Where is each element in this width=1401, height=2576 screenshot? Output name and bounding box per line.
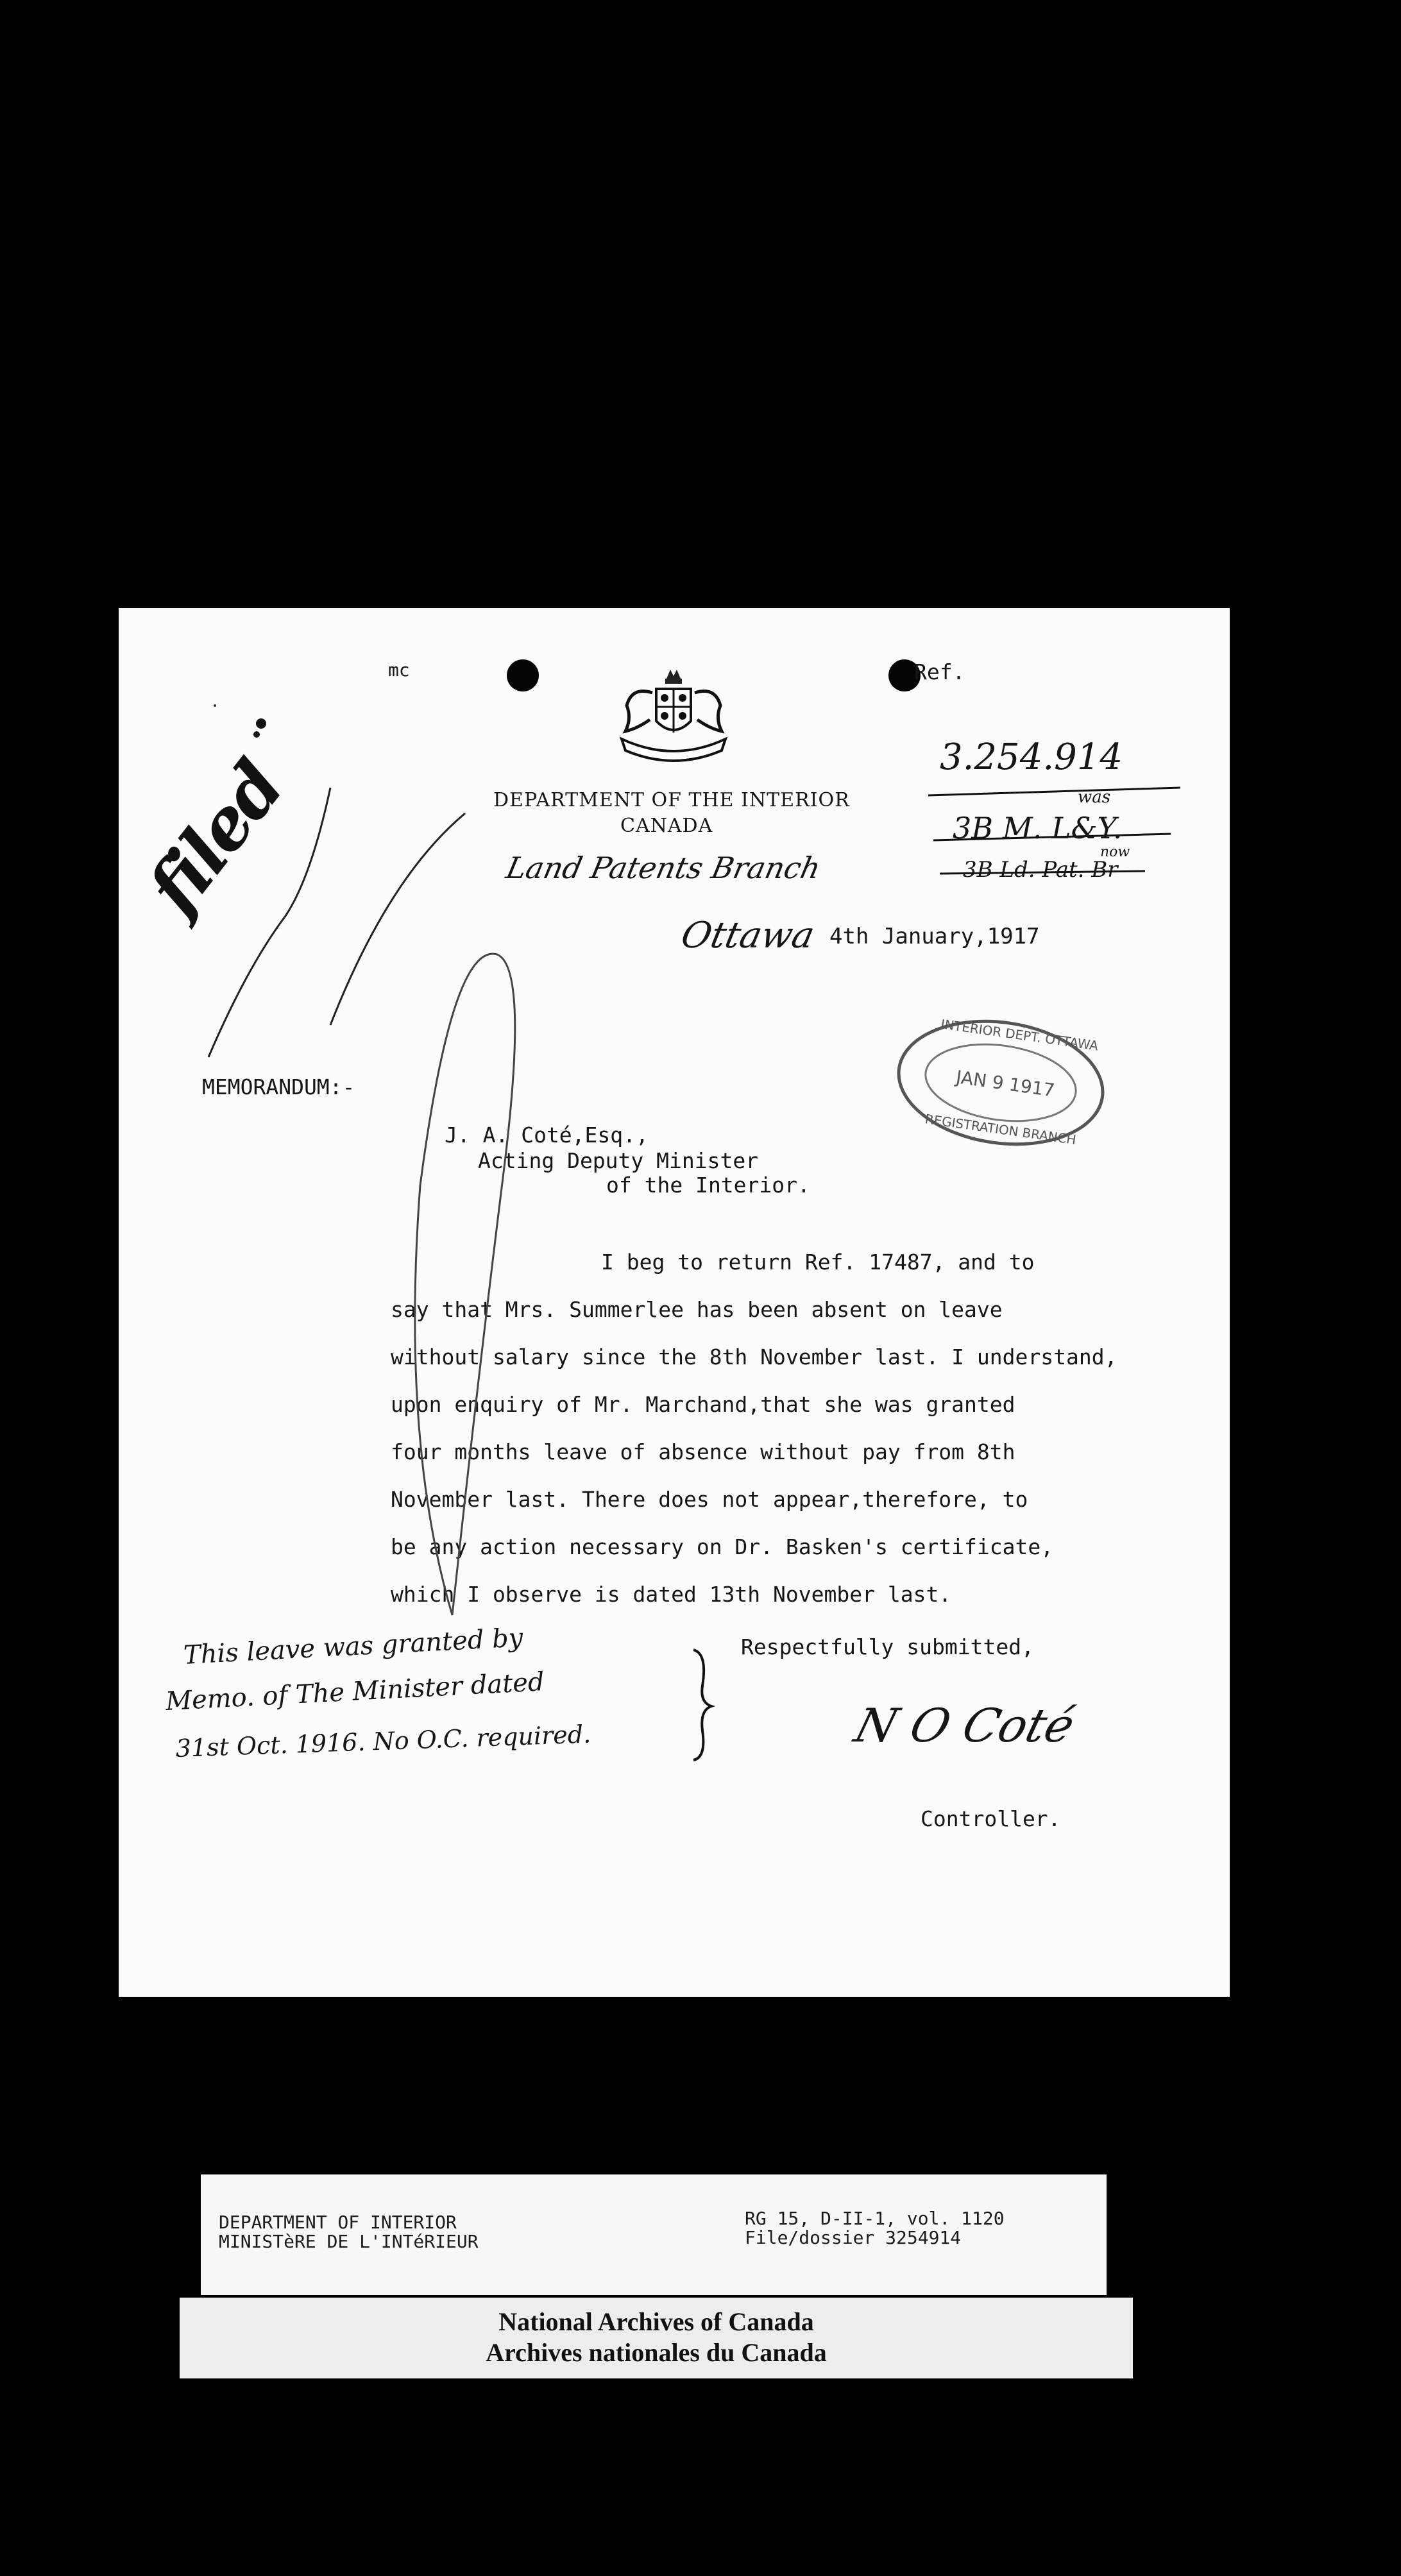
signer-title: Controller.: [921, 1806, 1061, 1831]
archives-name-fr: Archives nationales du Canada: [486, 2338, 827, 2367]
addressee-title-line1: Acting Deputy Minister: [478, 1148, 759, 1173]
stamp-bottom-text: REGISTRATION BRANCH: [924, 1111, 1078, 1148]
margin-scrawl: filed: [132, 747, 299, 929]
body-line: four months leave of absence without pay from 8th: [391, 1439, 1015, 1464]
national-archives-banner: [180, 2298, 1133, 2378]
archive-record-group: RG 15, D-II-1, vol. 1120: [745, 2208, 1005, 2229]
stamp-date: JAN 9 1917: [955, 1066, 1057, 1101]
body-line: which I observe is dated 13th November last.: [391, 1582, 952, 1607]
signature: N O Coté: [849, 1699, 1081, 1752]
body-line: upon enquiry of Mr. Marchand,that she was granted: [391, 1392, 1015, 1417]
now-label: now: [1100, 844, 1130, 860]
stamp-top-text: INTERIOR DEPT. OTTAWA: [940, 1016, 1100, 1054]
place-name: Ottawa: [677, 915, 819, 956]
memo-sheet: [119, 608, 1230, 1997]
ref-label: Ref.: [914, 659, 965, 684]
file-number-current: 3.254.914: [940, 736, 1123, 778]
addressee-name: J. A. Coté,Esq.,: [445, 1123, 649, 1148]
file-number-old: 3B M. L&Y.: [953, 811, 1123, 845]
initials: mc: [388, 659, 410, 681]
archive-dept-fr: MINISTèRE DE L'INTéRIEUR: [219, 2231, 479, 2252]
body-line: without salary since the 8th November last. I understand,: [391, 1344, 1117, 1369]
memo-date: 4th January,1917: [829, 924, 1040, 949]
handwritten-note-line: 31st Oct. 1916. No O.C. required.: [175, 1720, 591, 1763]
branch-name: Land Patents Branch: [503, 851, 824, 885]
handwritten-note-line: This leave was granted by: [183, 1623, 524, 1670]
file-number-new: 3B Ld. Pat. Br: [963, 857, 1118, 883]
addressee-title-line2: of the Interior.: [606, 1173, 810, 1198]
archives-name-en: National Archives of Canada: [498, 2307, 814, 2336]
handwritten-note-line: Memo. of The Minister dated: [165, 1667, 545, 1716]
body-line: be any action necessary on Dr. Basken's certificate,: [391, 1534, 1054, 1559]
archive-file-number: File/dossier 3254914: [745, 2227, 962, 2248]
closing: Respectfully submitted,: [741, 1634, 1034, 1659]
memo-heading: MEMORANDUM:-: [202, 1074, 355, 1099]
body-line: I beg to return Ref. 17487, and to: [601, 1250, 1035, 1275]
margin-scrawl-lines: [119, 608, 1230, 1997]
was-label: was: [1078, 788, 1111, 807]
department-name: DEPARTMENT OF THE INTERIOR: [493, 789, 850, 811]
archive-dept-en: DEPARTMENT OF INTERIOR: [219, 2212, 457, 2233]
archive-reference-label: [201, 2174, 1107, 2295]
body-line: say that Mrs. Summerlee has been absent on leave: [391, 1297, 1003, 1322]
country-name: CANADA: [620, 815, 713, 837]
body-line: November last. There does not appear,therefore, to: [391, 1487, 1028, 1512]
